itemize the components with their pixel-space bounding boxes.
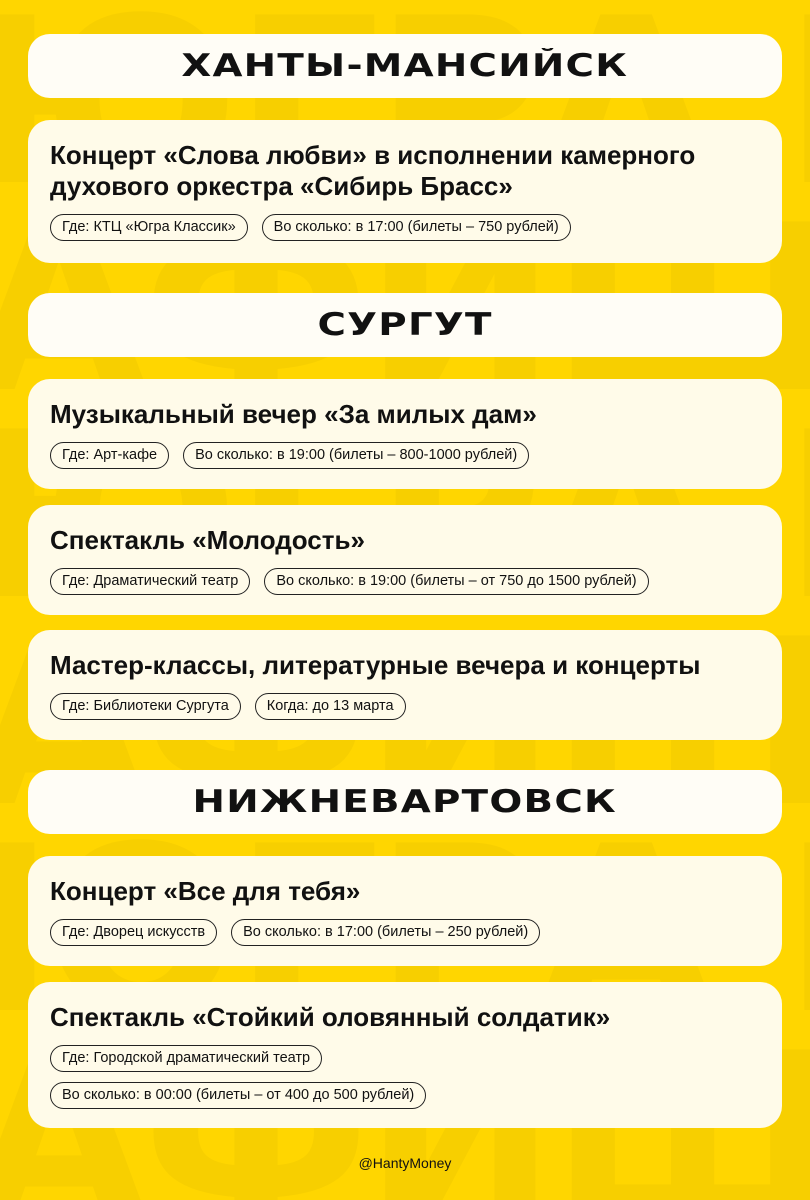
event-time-tag: Во сколько: в 19:00 (билеты – от 750 до 1500 рублей) <box>264 568 648 595</box>
event-title: Концерт «Слова любви» в исполнении камерного духового оркестра «Сибирь Брасс» <box>50 140 696 201</box>
event-title: Спектакль «Молодость» <box>50 525 365 555</box>
event-tags <box>50 568 760 595</box>
city-title: ХАНТЫ-МАНСИЙСК <box>181 48 629 84</box>
event-title: Спектакль «Стойкий оловянный солдатик» <box>50 1002 611 1032</box>
event-place-tag: Где: КТЦ «Югра Классик» <box>50 214 248 241</box>
event-time-tag: Во сколько: в 00:00 (билеты – от 400 до 500 рублей) <box>50 1082 426 1109</box>
event-title: Музыкальный вечер «За милых дам» <box>50 399 537 429</box>
event-tags <box>50 442 760 469</box>
event-card <box>28 505 782 615</box>
city-header-khanty-mansiysk <box>28 34 782 98</box>
event-title: Концерт «Все для тебя» <box>50 876 361 906</box>
event-time-tag: Во сколько: в 17:00 (билеты – 250 рублей) <box>231 919 540 946</box>
event-card <box>28 856 782 966</box>
event-place-tag: Где: Городской драматический театр <box>50 1045 322 1072</box>
event-time-tag: Во сколько: в 17:00 (билеты – 750 рублей) <box>262 214 571 241</box>
event-tags <box>50 919 760 946</box>
footer-handle: @HantyMoney <box>358 1155 452 1171</box>
event-title: Мастер-классы, литературные вечера и концерты <box>50 650 701 680</box>
event-place-tag: Где: Драматический театр <box>50 568 250 595</box>
event-time-tag: Во сколько: в 19:00 (билеты – 800-1000 рублей) <box>183 442 529 469</box>
event-tags <box>50 1045 760 1109</box>
event-tags <box>50 693 760 720</box>
event-place-tag: Где: Библиотеки Сургута <box>50 693 241 720</box>
event-place-tag: Где: Арт-кафе <box>50 442 169 469</box>
city-header-surgut <box>28 293 782 357</box>
event-tags <box>50 214 760 241</box>
event-time-tag: Когда: до 13 марта <box>255 693 406 720</box>
city-header-nizhnevartovsk <box>28 770 782 834</box>
event-card <box>28 630 782 740</box>
event-card <box>28 982 782 1128</box>
city-title: НИЖНЕВАРТОВСК <box>192 784 618 820</box>
event-place-tag: Где: Дворец искусств <box>50 919 217 946</box>
city-title: СУРГУТ <box>317 307 493 343</box>
event-card <box>28 120 782 263</box>
event-card <box>28 379 782 489</box>
